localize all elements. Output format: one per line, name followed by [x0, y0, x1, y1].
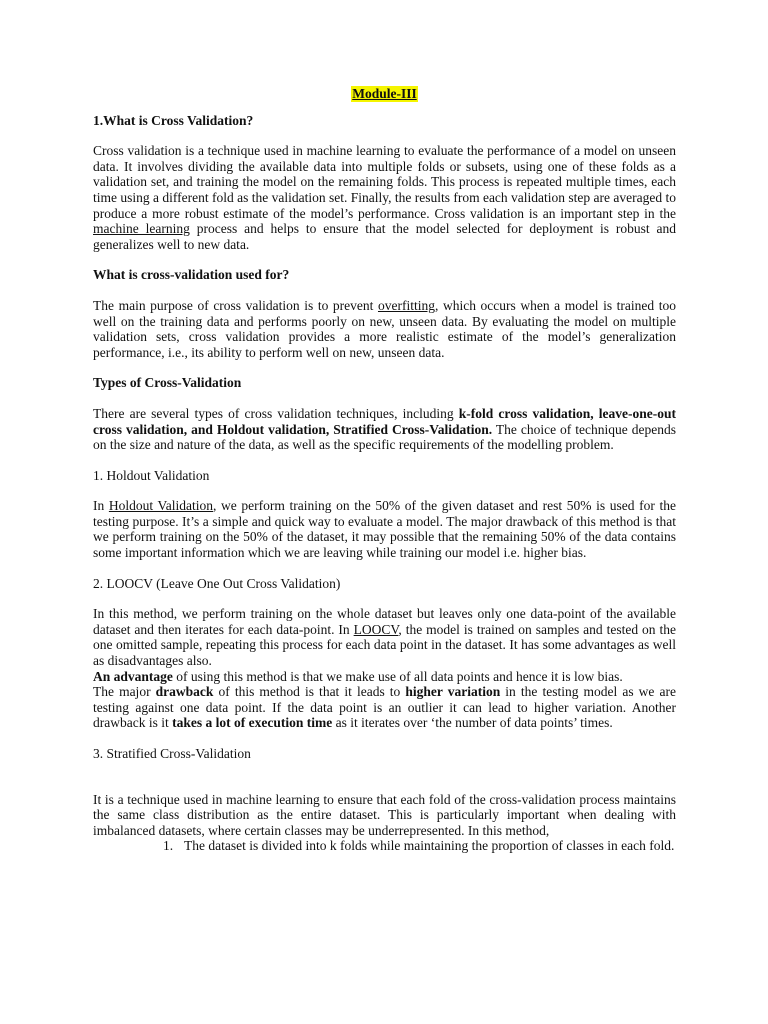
holdout-validation-link[interactable]: Holdout Validation: [108, 498, 214, 514]
advantage-text: of using this method is that we make use of all data points and hence it is low bias.: [172, 668, 623, 684]
drawback-end-text: as it iterates over ‘the number of data points’ times.: [332, 715, 613, 731]
q1-paragraph: [93, 143, 676, 252]
loocv-heading: 2. LOOCV (Leave One Out Cross Validation): [93, 575, 341, 591]
drawback-mid-text: of this method is that it leads to: [213, 684, 406, 700]
drawback-pre-text: The major: [93, 684, 156, 700]
title-wrap: [93, 86, 676, 102]
higher-variation-bold-text: higher variation: [405, 684, 501, 700]
list-item-number: 1.: [163, 838, 174, 854]
holdout-post-text: , we perform training on the 50% of the given dataset and rest 50% is used for the testing purpose. It’s a simple and quick way to evaluate a model. The major drawback of this method is that we perform training on the 50% of the dataset, it may possible that the remaining 50% of the data contains some important information which we are leaving while training our model i.e. higher bias.: [93, 498, 677, 561]
list-item-text: The dataset is divided into k folds while maintaining the proportion of classes in each fold.: [184, 838, 675, 854]
loocv-paragraph: [93, 606, 676, 668]
list-item: [163, 838, 676, 854]
types-heading: Types of Cross-Validation: [93, 375, 242, 391]
stratified-heading: 3. Stratified Cross-Validation: [93, 746, 251, 761]
holdout-heading: 1. Holdout Validation: [93, 467, 210, 483]
holdout-pre-text: In: [93, 498, 109, 514]
q2-post-text: , which occurs when a model is trained too well on the training data and performs poorly on new, unseen data. By evaluating the model on multiple validation sets, cross validation provides a more realistic estimate of the model’s generalization performance, i.e., its ability to perform well on new, unseen data.: [93, 297, 676, 360]
holdout-paragraph: [93, 498, 676, 560]
q1-heading: 1.What is Cross Validation?: [93, 112, 254, 128]
advantage-bold-text: An advantage: [93, 668, 173, 684]
overfitting-link[interactable]: overfitting: [377, 297, 435, 313]
loocv-pre-text: In this method, we perform training on the whole dataset but leaves only one data-point of the available dataset and then iterates for each data-point. In: [93, 606, 676, 637]
advantage-paragraph: [93, 669, 676, 685]
types-pre-text: There are several types of cross validation techniques, including: [93, 405, 459, 421]
loocv-link[interactable]: LOOCV: [353, 621, 399, 637]
drawback-paragraph: [93, 684, 676, 731]
q1-body-text: Cross validation is a technique used in machine learning to evaluate the performance of a model on unseen data. It involves dividing the available data into multiple folds or subsets, using one of these folds as a validation set, and training the model on the remaining folds. This process is repeated multiple times, each time using a different fold as the validation set. Finally, the results from each validation step are averaged to produce a more robust estimate of the model’s performance. Cross validation is an important step in the: [93, 143, 676, 221]
loocv-post-text: , the model is trained on samples and tested on the one omitted sample, repeating this process for each data point in the dataset. It has some advantages as well as disadvantages also.: [93, 621, 676, 669]
types-post-text: The choice of technique depends on the size and nature of the data, as well as the specific requirements of the modelling problem.: [93, 421, 676, 453]
drawback-post-text: in the testing model as we are testing against one data point. If the data point is an outlier it can lead to higher variation. Another drawback is it: [93, 684, 676, 731]
q2-paragraph: [93, 298, 676, 360]
q1-tail-text: process and helps to ensure that the model selected for deployment is robust and generalizes well to new data.: [93, 221, 676, 252]
q2-heading: What is cross-validation used for?: [93, 267, 290, 283]
types-paragraph: [93, 406, 676, 453]
machine-learning-link[interactable]: machine learning: [93, 221, 190, 237]
execution-time-bold-text: takes a lot of execution time: [172, 715, 333, 731]
stratified-steps-list: [93, 838, 676, 854]
page-title: Module-III: [352, 86, 417, 101]
types-bold-text: k-fold cross validation, leave-one-out cross validation, and Holdout validation, Stratified Cross-Validation.: [93, 405, 676, 437]
drawback-bold-text: drawback: [155, 684, 214, 700]
q2-pre-text: The main purpose of cross validation is to prevent: [93, 297, 378, 313]
stratified-paragraph: It is a technique used in machine learning to ensure that each fold of the cross-validation process maintains the same class distribution as the entire dataset. This is particularly important when dealing with imbalanced datasets, where certain classes may be underrepresented. In this method,: [93, 791, 676, 838]
